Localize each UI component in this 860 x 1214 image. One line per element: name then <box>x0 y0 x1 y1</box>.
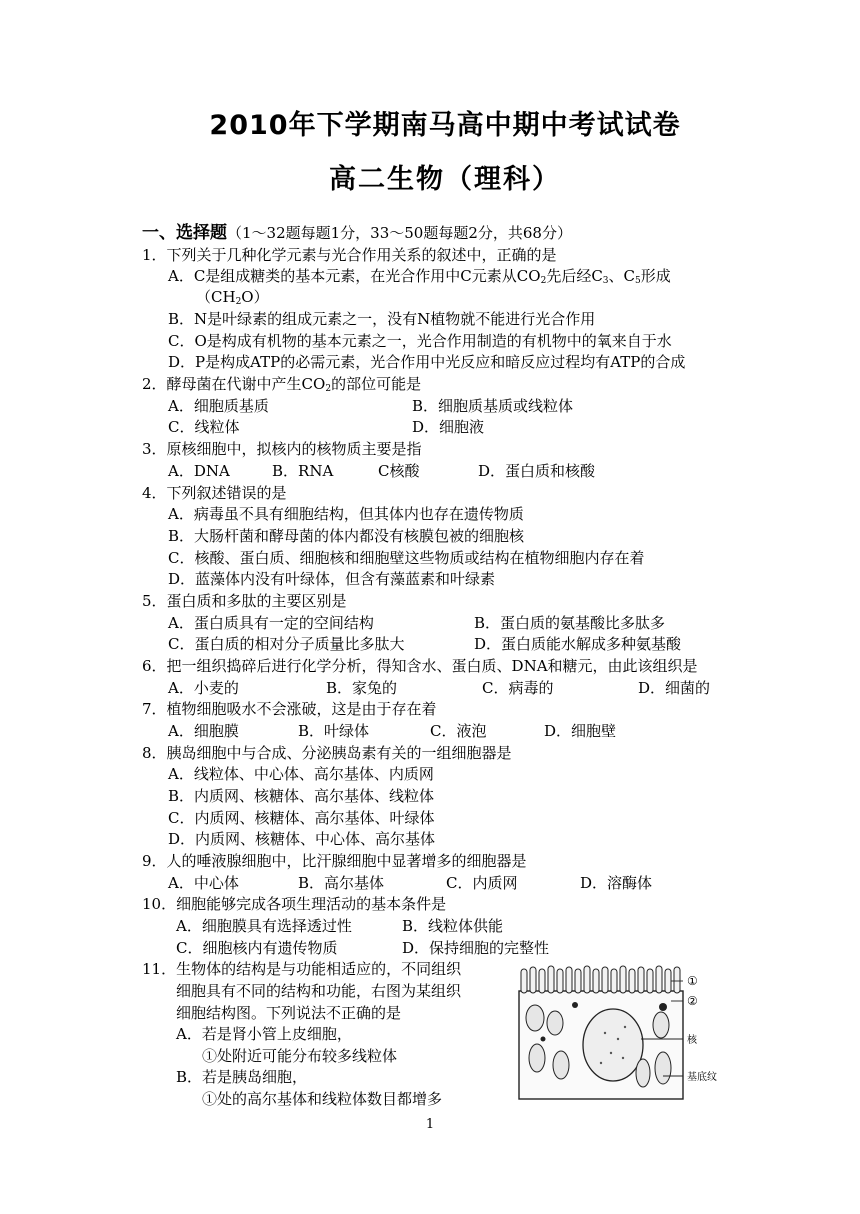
q8-option-a: A．线粒体、中心体、高尔基体、内质网 <box>168 765 434 783</box>
q3-option-a: A．DNA <box>168 462 230 480</box>
figure-label-2: ② <box>687 994 698 1008</box>
section-heading <box>142 218 572 243</box>
q9-option-a: A．中心体 <box>168 874 239 892</box>
q2-option-c: C．线粒体 <box>168 418 240 436</box>
q2-option-a: A．细胞质基质 <box>168 397 269 415</box>
q6-option-b: B．家兔的 <box>326 679 398 697</box>
q1-a-part: A．C是组成糖类的基本元素，在光合作用中C元素从CO <box>168 267 541 285</box>
page-number: 1 <box>425 1117 435 1132</box>
figure-label-nucleus: 核 <box>687 1035 697 1046</box>
q4-stem: 4．下列叙述错误的是 <box>142 484 287 502</box>
q4-option-b: B．大肠杆菌和酵母菌的体内都没有核膜包被的细胞核 <box>168 527 525 545</box>
microvilli <box>521 966 680 993</box>
q1-option-a-cont <box>196 287 269 308</box>
q9-option-d: D．溶酶体 <box>580 874 653 892</box>
q3-stem: 3．原核细胞中，拟核内的核物质主要是指 <box>142 440 422 458</box>
nucleus <box>583 1009 643 1081</box>
q1-a-sub: 5 <box>635 276 641 286</box>
q3-option-c: C核酸 <box>378 462 420 480</box>
q1-a-sub: 2 <box>540 276 547 286</box>
q1-a-cont-part: O） <box>241 288 269 306</box>
q11-stem-line1: 11．生物体的结构是与功能相适应的，不同组织 <box>142 960 462 978</box>
q11-option-b-cont: ①处的高尔基体和线粒体数目都增多 <box>202 1090 443 1108</box>
q7-option-d: D．细胞壁 <box>544 722 617 740</box>
q7-option-b: B．叶绿体 <box>298 722 370 740</box>
q4-option-c: C．核酸、蛋白质、细胞核和细胞壁这些物质或结构在植物细胞内存在着 <box>168 549 645 567</box>
q1-option-b: B．N是叶绿素的组成元素之一，没有N植物就不能进行光合作用 <box>168 310 596 328</box>
q5-option-a: A．蛋白质具有一定的空间结构 <box>168 614 374 632</box>
q2-stem <box>142 374 421 395</box>
q6-option-c: C．病毒的 <box>482 679 554 697</box>
q3-option-b: B．RNA <box>272 462 334 480</box>
q1-a-cont-part: （CH <box>196 288 236 306</box>
q5-option-d: D．蛋白质能水解成多种氨基酸 <box>474 635 682 653</box>
q6-option-d: D．细菌的 <box>638 679 711 697</box>
q2-stem-sub: 2 <box>325 384 332 394</box>
q4-option-d: D．蓝藻体内没有叶绿体，但含有藻蓝素和叶绿素 <box>168 570 496 588</box>
q10-option-d: D．保持细胞的完整性 <box>402 939 550 957</box>
q1-option-d: D．P是构成ATP的必需元素，光合作用中光反应和暗反应过程均有ATP的合成 <box>168 353 686 371</box>
q2-option-d: D．细胞液 <box>412 418 485 436</box>
q10-option-b: B．线粒体供能 <box>402 917 504 935</box>
q11-stem-line3: 细胞结构图。下列说法不正确的是 <box>176 1004 402 1022</box>
q10-option-c: C．细胞核内有遗传物质 <box>176 939 338 957</box>
q2-option-b: B．细胞质基质或线粒体 <box>412 397 574 415</box>
q3-option-d: D．蛋白质和核酸 <box>478 462 596 480</box>
q1-a-part: 、C <box>608 267 636 285</box>
section-note: （1～32题每题1分，33～50题每题2分，共68分） <box>227 224 572 242</box>
q11-option-a: A．若是肾小管上皮细胞， <box>176 1025 352 1043</box>
q6-option-a: A．小麦的 <box>168 679 239 697</box>
q1-option-a <box>168 266 671 287</box>
q8-option-c: C．内质网、核糖体、高尔基体、叶绿体 <box>168 809 435 827</box>
q2-stem-part: 2．酵母菌在代谢中产生CO <box>142 375 326 393</box>
q11-option-a-cont: ①处附近可能分布较多线粒体 <box>202 1047 398 1065</box>
q4-option-a: A．病毒虽不具有细胞结构，但其体内也存在遗传物质 <box>168 505 524 523</box>
q7-stem: 7．植物细胞吸水不会涨破，这是由于存在着 <box>142 700 437 718</box>
q5-stem: 5．蛋白质和多肽的主要区别是 <box>142 592 347 610</box>
q11-option-b: B．若是胰岛细胞， <box>176 1068 308 1086</box>
q9-option-b: B．高尔基体 <box>298 874 385 892</box>
q8-stem: 8．胰岛细胞中与合成、分泌胰岛素有关的一组细胞器是 <box>142 744 512 762</box>
q1-option-c: C．O是构成有机物的基本元素之一，光合作用制造的有机物中的氧来自于水 <box>168 332 672 350</box>
exam-title: 2010年下学期南马高中期中考试试卷 <box>209 110 681 141</box>
q10-option-a: A．细胞膜具有选择透过性 <box>176 917 352 935</box>
q1-a-sub: 3 <box>602 276 609 286</box>
q9-stem: 9．人的唾液腺细胞中，比汗腺细胞中显著增多的细胞器是 <box>142 852 527 870</box>
q1-a-part: 先后经C <box>546 267 603 285</box>
q7-option-c: C．液泡 <box>430 722 487 740</box>
q6-stem: 6．把一组织捣碎后进行化学分析，得知含水、蛋白质、DNA和糖元，由此该组织是 <box>142 657 698 675</box>
q1-stem: 1．下列关于几种化学元素与光合作用关系的叙述中，正确的是 <box>142 246 557 264</box>
cell-structure-figure <box>513 963 743 1103</box>
q11-stem-line2: 细胞具有不同的结构和功能，右图为某组织 <box>176 982 462 1000</box>
q10-stem: 10．细胞能够完成各项生理活动的基本条件是 <box>142 895 447 913</box>
exam-subtitle: 高二生物（理科） <box>329 164 561 195</box>
q8-option-d: D．内质网、核糖体、中心体、高尔基体 <box>168 830 436 848</box>
section-title: 一、选择题 <box>142 223 227 243</box>
q1-a-cont-sub: 2 <box>235 297 242 307</box>
q5-option-b: B．蛋白质的氨基酸比多肽多 <box>474 614 666 632</box>
figure-label-1: ① <box>687 974 698 988</box>
q5-option-c: C．蛋白质的相对分子质量比多肽大 <box>168 635 405 653</box>
q8-option-b: B．内质网、核糖体、高尔基体、线粒体 <box>168 787 435 805</box>
figure-label-basal: 基底纹 <box>687 1072 717 1083</box>
q9-option-c: C．内质网 <box>446 874 518 892</box>
q7-option-a: A．细胞膜 <box>168 722 239 740</box>
q1-a-part: 形成 <box>640 267 671 285</box>
q2-stem-part: 的部位可能是 <box>331 375 422 393</box>
